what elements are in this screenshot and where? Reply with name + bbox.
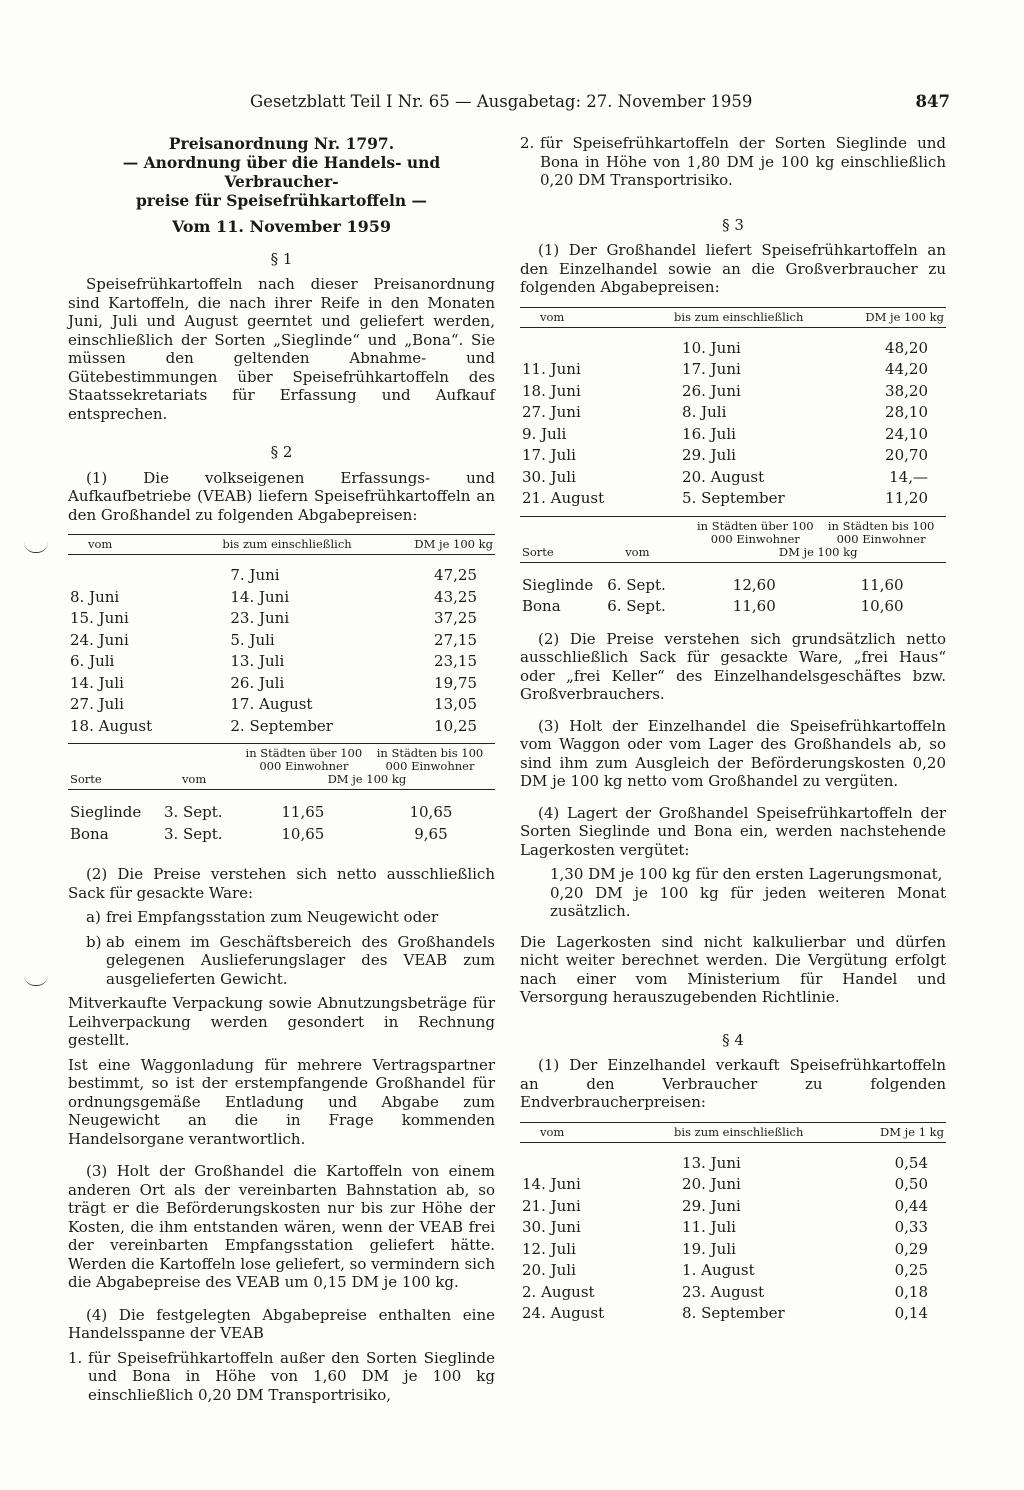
- col-header-cities: in Städten über 100 000 Einwohner in Städten bis 100 000 Einwohner DM je 100 kg: [690, 516, 946, 562]
- col-header-bis: bis zum einschließlich: [200, 535, 388, 555]
- section-2-para-3: Mitverkaufte Verpackung sowie Abnutzungsbeträge für Leihverpackung werden gesondert in Rechnung gestellt.: [68, 994, 495, 1049]
- col-header-sorte: Sorte: [520, 516, 605, 562]
- section-3-para-2: (2) Die Preise verstehen sich grundsätzlich netto ausschließlich Sack für gesackte Ware, „frei Haus“ oder „frei Keller“ des Einzelhandelsgeschäftes bzw. Großverbrauchers.: [520, 629, 946, 703]
- section-2-para-6: (4) Die festgelegten Abgabepreise enthalten eine Handelsspanne der VEAB: [68, 1305, 495, 1342]
- section-2-para-2: (2) Die Preise verstehen sich netto ausschließlich Sack für gesackte Ware:: [68, 865, 495, 902]
- section-4-para-1: (1) Der Einzelhandel verkauft Speisefrühkartoffeln an den Verbraucher zu folgenden Endverbraucherpreisen:: [520, 1056, 946, 1111]
- storage-cost-list: [520, 865, 946, 921]
- section-2-heading: § 2: [270, 443, 293, 461]
- col-header-vom: vom: [520, 1122, 652, 1142]
- col-header-price: DM je 1 kg: [839, 1122, 946, 1142]
- storage-cost-further-months: 0,20 DM je 100 kg für jeden weiteren Monat zusätzlich.: [550, 883, 946, 920]
- table-row: Bona 6. Sept. 11,60 10,60: [522, 597, 904, 615]
- section-3-heading: § 3: [722, 215, 744, 234]
- consumer-price-table: [520, 1122, 946, 1325]
- table-row: 12. Juli 19. Juli 0,29: [522, 1239, 928, 1258]
- table-row: 7. Juni 47,25: [230, 566, 477, 584]
- table-row: 10. Juni 48,20: [682, 338, 928, 357]
- page-number: 847: [915, 92, 950, 111]
- wholesale-sort-price-table: [68, 743, 495, 845]
- section-2-para-5: (3) Holt der Großhandel die Kartoffeln von einem anderen Ort als der vereinbarten Bahnstation ab, so trägt er die Beförderungskosten nur bis zur Höhe der Kosten, die ihm entstanden wären, wenn der VEAB frei der vereinbarten Empfangsstation geliefert hätte. Werden die Kartoffeln lose geliefert, so vermindern sich die Abgabepreise des VEAB um 0,15 DM je 100 kg.: [68, 1162, 495, 1291]
- col-header-cities: in Städten über 100 000 Einwohner in Städten bis 100 000 Einwohner DM je 100 kg: [239, 744, 495, 790]
- section-2-para-1: (1) Die volkseigenen Erfassungs- und Aufkaufbetriebe (VEAB) liefern Speisefrühkartoffeln an den Großhandel zu folgenden Abgabepreisen:: [68, 468, 495, 524]
- list-item-a: a) frei Empfangsstation zum Neugewicht oder: [86, 908, 439, 926]
- list-item-2: 2. für Speisefrühkartoffeln der Sorten Sieglinde und Bona in Höhe von 1,80 DM je 100 kg einschließlich 0,20 DM Transportrisiko.: [520, 134, 946, 189]
- table-row: 11. Juni 17. Juni 44,20: [522, 360, 928, 378]
- section-3-para-3: (3) Holt der Einzelhandel die Speisefrühkartoffeln vom Waggon oder vom Lager des Großhandels ab, so sind ihm zum Ausgleich der Beförderungskosten 0,20 DM je 100 kg netto vom Großhandel zu vergüten.: [520, 716, 946, 790]
- table-row: 14. Juli 26. Juli 19,75: [70, 673, 477, 692]
- table-row: 21. Juni 29. Juni 0,44: [522, 1196, 928, 1215]
- table-row: 18. Juni 26. Juni 38,20: [522, 381, 928, 400]
- table-row: 21. August 5. September 11,20: [522, 489, 928, 507]
- running-title: Gesetzblatt Teil I Nr. 65 — Ausgabetag: 27. November 1959: [250, 92, 753, 111]
- list-item-b: b) ab einem im Geschäftsbereich des Großhandels gelegenen Auslieferungslager des VEAB zum ausgelieferten Gewicht.: [86, 932, 495, 988]
- table-row: 8. Juni 14. Juni 43,25: [70, 587, 477, 606]
- col-header-vom: vom: [68, 535, 200, 555]
- retail-supply-sort-price-table: [520, 516, 946, 618]
- table-row: 27. Juli 17. August 13,05: [70, 695, 477, 713]
- section-4-heading: § 4: [722, 1030, 744, 1049]
- table-row: 17. Juli 29. Juli 20,70: [522, 446, 928, 464]
- col-header-vom: vom: [605, 516, 690, 562]
- table-row: 20. Juli 1. August 0,25: [522, 1261, 928, 1279]
- retail-supply-price-table: [520, 307, 946, 510]
- margin-tick-mark: [24, 542, 48, 553]
- col-header-bis: bis zum einschließlich: [652, 307, 839, 327]
- list-item-1: 1. für Speisefrühkartoffeln außer den Sorten Sieglinde und Bona in Höhe von 1,60 DM je 100 kg einschließlich 0,20 DM Transportrisiko,: [68, 1348, 495, 1404]
- col-header-sorte: Sorte: [68, 744, 162, 790]
- margin-tick-mark: [24, 975, 48, 986]
- table-row: 9. Juli 16. Juli 24,10: [522, 424, 928, 443]
- section-1-text: Speisefrühkartoffeln nach dieser Preisanordnung sind Kartoffeln, die nach ihrer Reife in den Monaten Juni, Juli und August geerntet und geliefert werden, einschließlich der Sorten „Sieglinde“ und „Bona“. Sie müssen den geltenden Abnahme- und Gütebestimmungen über Speisefrühkartoffeln des Staatssekretariats für Erfassung und Aufkauf entsprechen.: [68, 275, 495, 423]
- table-row: Sieglinde 6. Sept. 12,60 11,60: [522, 575, 904, 594]
- table-row: 27. Juni 8. Juli 28,10: [522, 403, 928, 421]
- left-column: [68, 134, 495, 1404]
- table-row: 30. Juli 20. August 14,—: [522, 467, 928, 486]
- running-header: [250, 92, 950, 111]
- table-row: 6. Juli 13. Juli 23,15: [70, 652, 477, 670]
- table-row: Bona 3. Sept. 10,65 9,65: [70, 824, 448, 843]
- unit-label: DM je 100 kg: [327, 772, 407, 786]
- unit-label: DM je 100 kg: [778, 544, 858, 559]
- table-row: 18. August 2. September 10,25: [70, 716, 477, 735]
- document-title: [68, 134, 495, 210]
- right-column: [520, 134, 946, 1325]
- col-header-price: DM je 100 kg: [839, 307, 946, 327]
- storage-cost-first-month: 1,30 DM je 100 kg für den ersten Lagerungsmonat,: [550, 865, 943, 883]
- table-row: 15. Juni 23. Juni 37,25: [70, 609, 477, 627]
- table-row: 13. Juni 0,54: [682, 1153, 928, 1172]
- table-row: 24. Juni 5. Juli 27,15: [70, 630, 477, 649]
- table-row: Sieglinde 3. Sept. 11,65 10,65: [70, 803, 453, 821]
- section-3-para-1: (1) Der Großhandel liefert Speisefrühkartoffeln an den Einzelhandel sowie an die Großverbraucher zu folgenden Abgabepreisen:: [520, 241, 946, 296]
- table-row: 14. Juni 20. Juni 0,50: [522, 1175, 928, 1193]
- section-2-para-4: Ist eine Waggonladung für mehrere Vertragspartner bestimmt, so ist der erstempfangende Großhandel für ordnungsgemäße Entladung und Abgabe zum Neugewicht an die in Frage kommenden Handelsorgane verantwortlich.: [68, 1055, 495, 1148]
- section-3-para-5: Die Lagerkosten sind nicht kalkulierbar und dürfen nicht weiter berechnet werden. Die Vergütung erfolgt nach einer vom Ministerium für Handel und Versorgung herauszugebenden Richtlinie.: [520, 932, 946, 1006]
- col-header-vom: vom: [520, 307, 652, 327]
- section-1-heading: § 1: [270, 249, 293, 268]
- col-header-bis: bis zum einschließlich: [652, 1122, 839, 1142]
- document-date: Vom 11. November 1959: [171, 217, 392, 236]
- wholesale-price-table: [68, 534, 495, 737]
- title-line-3: preise für Speisefrühkartoffeln —: [135, 191, 428, 210]
- col-header-vom: vom: [162, 744, 239, 790]
- table-row: 2. August 23. August 0,18: [522, 1282, 928, 1301]
- title-line-1: Preisanordnung Nr. 1797.: [168, 134, 395, 153]
- title-line-2: — Anordnung über die Handels- und Verbraucher-: [122, 153, 441, 191]
- table-row: 30. Juni 11. Juli 0,33: [522, 1218, 928, 1236]
- table-row: 24. August 8. September 0,14: [522, 1304, 928, 1322]
- section-3-para-4: (4) Lagert der Großhandel Speisefrühkartoffeln der Sorten Sieglinde und Bona ein, werden nachstehende Lagerkosten vergütet:: [520, 803, 946, 859]
- col-header-price: DM je 100 kg: [388, 535, 495, 555]
